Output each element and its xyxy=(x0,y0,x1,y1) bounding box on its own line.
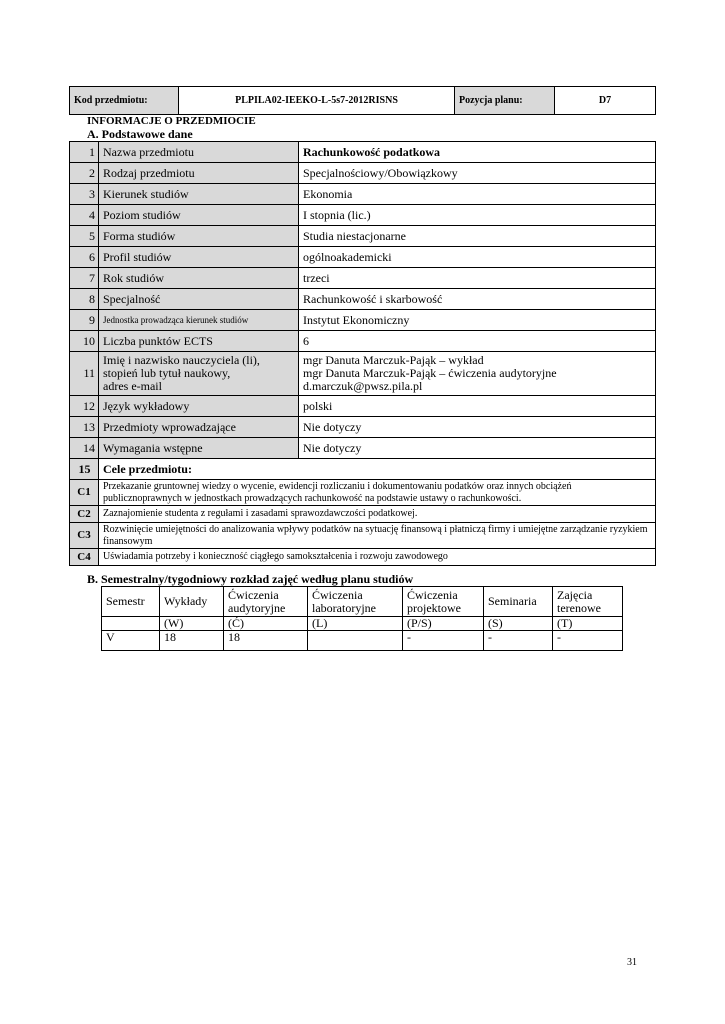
goal-text: Uświadamia potrzeby i konieczność ciągłego samokształcenia i rozwoju zawodowego xyxy=(99,549,656,566)
table-row xyxy=(70,205,656,226)
abbr-cell: (L) xyxy=(308,617,403,631)
row-label: Liczba punktów ECTS xyxy=(99,331,299,352)
course-header-table xyxy=(69,86,656,115)
row-label: Rok studiów xyxy=(99,268,299,289)
table-row xyxy=(70,142,656,163)
goals-header-row xyxy=(70,459,656,480)
teacher-label-line: Imię i nazwisko nauczyciela (li), xyxy=(103,353,260,367)
row-number: 7 xyxy=(70,268,99,289)
row-label: Specjalność xyxy=(99,289,299,310)
schedule-table xyxy=(101,586,623,651)
row-value: Specjalnościowy/Obowiązkowy xyxy=(299,163,656,184)
page-number: 31 xyxy=(627,957,637,968)
hours-cell: - xyxy=(553,631,623,651)
abbr-cell: (S) xyxy=(484,617,553,631)
row-number: 6 xyxy=(70,247,99,268)
row-label: Przedmioty wprowadzające xyxy=(99,417,299,438)
goal-row xyxy=(70,506,656,523)
row-value: I stopnia (lic.) xyxy=(299,205,656,226)
goal-code: C2 xyxy=(70,506,99,523)
row-number: 12 xyxy=(70,396,99,417)
table-row xyxy=(70,163,656,184)
goal-row xyxy=(70,480,656,506)
goal-row xyxy=(70,549,656,566)
row-number: 13 xyxy=(70,417,99,438)
row-value: Ekonomia xyxy=(299,184,656,205)
table-row xyxy=(70,396,656,417)
teacher-value-line: mgr Danuta Marczuk-Pająk – wykład xyxy=(303,353,484,367)
project-header xyxy=(403,587,484,617)
header-line: projektowe xyxy=(407,600,461,615)
row-label: Forma studiów xyxy=(99,226,299,247)
course-name-value: Rachunkowość podatkowa xyxy=(299,142,656,163)
table-row xyxy=(70,417,656,438)
row-number: 10 xyxy=(70,331,99,352)
row-value: polski xyxy=(299,396,656,417)
table-row xyxy=(70,268,656,289)
info-title: INFORMACJE O PRZEDMIOCIE xyxy=(87,115,256,127)
header-line: terenowe xyxy=(557,600,601,615)
row-number: 14 xyxy=(70,438,99,459)
abbr-cell: (Ć) xyxy=(224,617,308,631)
teacher-label-line: adres e-mail xyxy=(103,379,162,393)
goal-text: Rozwinięcie umiejętności do analizowania wpływy podatków na sytuację finansową i płatniczą firmy i umiejętne zarządzanie ryzykiem finansowym xyxy=(99,523,656,549)
teacher-email: d.marczuk@pwsz.pila.pl xyxy=(303,379,423,393)
course-code-value: PLPILA02-IEEKO-L-5s7-2012RISNS xyxy=(179,87,455,115)
schedule-header-row xyxy=(102,587,623,617)
row-value: Instytut Ekonomiczny xyxy=(299,310,656,331)
hours-cell: - xyxy=(403,631,484,651)
goal-text: Przekazanie gruntownej wiedzy o wycenie, ewidencji rozliczaniu i dokumentowaniu podatków oraz innych obciążeń publicznoprawnych w jednostkach prowadzących rachunkowość na podstawie ustawy o rachunkowości. xyxy=(99,480,656,506)
goal-code: C1 xyxy=(70,480,99,506)
row-value: trzeci xyxy=(299,268,656,289)
row-label: Nazwa przedmiotu xyxy=(99,142,299,163)
header-line: Ćwiczenia xyxy=(228,587,279,602)
table-row xyxy=(70,226,656,247)
row-value: Nie dotyczy xyxy=(299,417,656,438)
row-label: Rodzaj przedmiotu xyxy=(99,163,299,184)
header-line: audytoryjne xyxy=(228,600,286,615)
row-number: 8 xyxy=(70,289,99,310)
hours-cell: 18 xyxy=(224,631,308,651)
row-value: 6 xyxy=(299,331,656,352)
hours-cell: 18 xyxy=(160,631,224,651)
teacher-value xyxy=(299,352,656,396)
row-number: 5 xyxy=(70,226,99,247)
seminars-header: Seminaria xyxy=(484,587,553,617)
header-line: Ćwiczenia xyxy=(407,587,458,602)
basic-data-table xyxy=(69,141,656,566)
lectures-header: Wykłady xyxy=(160,587,224,617)
laboratory-header xyxy=(308,587,403,617)
abbr-cell: (W) xyxy=(160,617,224,631)
row-value: Studia niestacjonarne xyxy=(299,226,656,247)
course-code-label: Kod przedmiotu: xyxy=(70,87,179,115)
row-number: 11 xyxy=(70,352,99,396)
teacher-label-line: stopień lub tytuł naukowy, xyxy=(103,366,231,380)
semester-header: Semestr xyxy=(102,587,160,617)
teacher-label xyxy=(99,352,299,396)
abbr-cell: (T) xyxy=(553,617,623,631)
goal-text: Zaznajomienie studenta z regułami i zasadami sprawozdawczości podatkowej. xyxy=(99,506,656,523)
table-row xyxy=(70,247,656,268)
goal-row xyxy=(70,523,656,549)
hours-cell xyxy=(308,631,403,651)
abbreviation-row xyxy=(102,617,623,631)
goal-code: C4 xyxy=(70,549,99,566)
row-value: ogólnoakademicki xyxy=(299,247,656,268)
table-row xyxy=(70,331,656,352)
section-a-title: A. Podstawowe dane xyxy=(87,127,193,141)
row-number: 9 xyxy=(70,310,99,331)
row-label: Profil studiów xyxy=(99,247,299,268)
section-b-title: B. Semestralny/tygodniowy rozkład zajęć według planu studiów xyxy=(87,572,414,586)
row-label: Język wykładowy xyxy=(99,396,299,417)
teacher-value-line: mgr Danuta Marczuk-Pająk – ćwiczenia audytoryjne xyxy=(303,366,557,380)
auditory-header xyxy=(224,587,308,617)
row-value: Nie dotyczy xyxy=(299,438,656,459)
table-row xyxy=(70,184,656,205)
table-row xyxy=(70,289,656,310)
row-value: Rachunkowość i skarbowość xyxy=(299,289,656,310)
table-row xyxy=(70,438,656,459)
row-number: 3 xyxy=(70,184,99,205)
abbr-cell-empty xyxy=(102,617,160,631)
goal-code: C3 xyxy=(70,523,99,549)
hours-cell: - xyxy=(484,631,553,651)
row-label: Kierunek studiów xyxy=(99,184,299,205)
plan-position-label: Pozycja planu: xyxy=(455,87,555,115)
semester-value: V xyxy=(102,631,160,651)
header-line: Ćwiczenia xyxy=(312,587,363,602)
row-number: 4 xyxy=(70,205,99,226)
table-row xyxy=(70,310,656,331)
header-line: laboratoryjne xyxy=(312,600,376,615)
table-row xyxy=(70,352,656,396)
abbr-cell: (P/S) xyxy=(403,617,484,631)
row-number: 15 xyxy=(70,459,99,480)
header-line: Zajęcia xyxy=(557,587,593,602)
row-label: Jednostka prowadząca kierunek studiów xyxy=(99,310,299,331)
row-number: 2 xyxy=(70,163,99,184)
field-header xyxy=(553,587,623,617)
row-number: 1 xyxy=(70,142,99,163)
plan-position-value: D7 xyxy=(555,87,656,115)
schedule-data-row xyxy=(102,631,623,651)
goals-title: Cele przedmiotu: xyxy=(99,459,656,480)
row-label: Poziom studiów xyxy=(99,205,299,226)
row-label: Wymagania wstępne xyxy=(99,438,299,459)
